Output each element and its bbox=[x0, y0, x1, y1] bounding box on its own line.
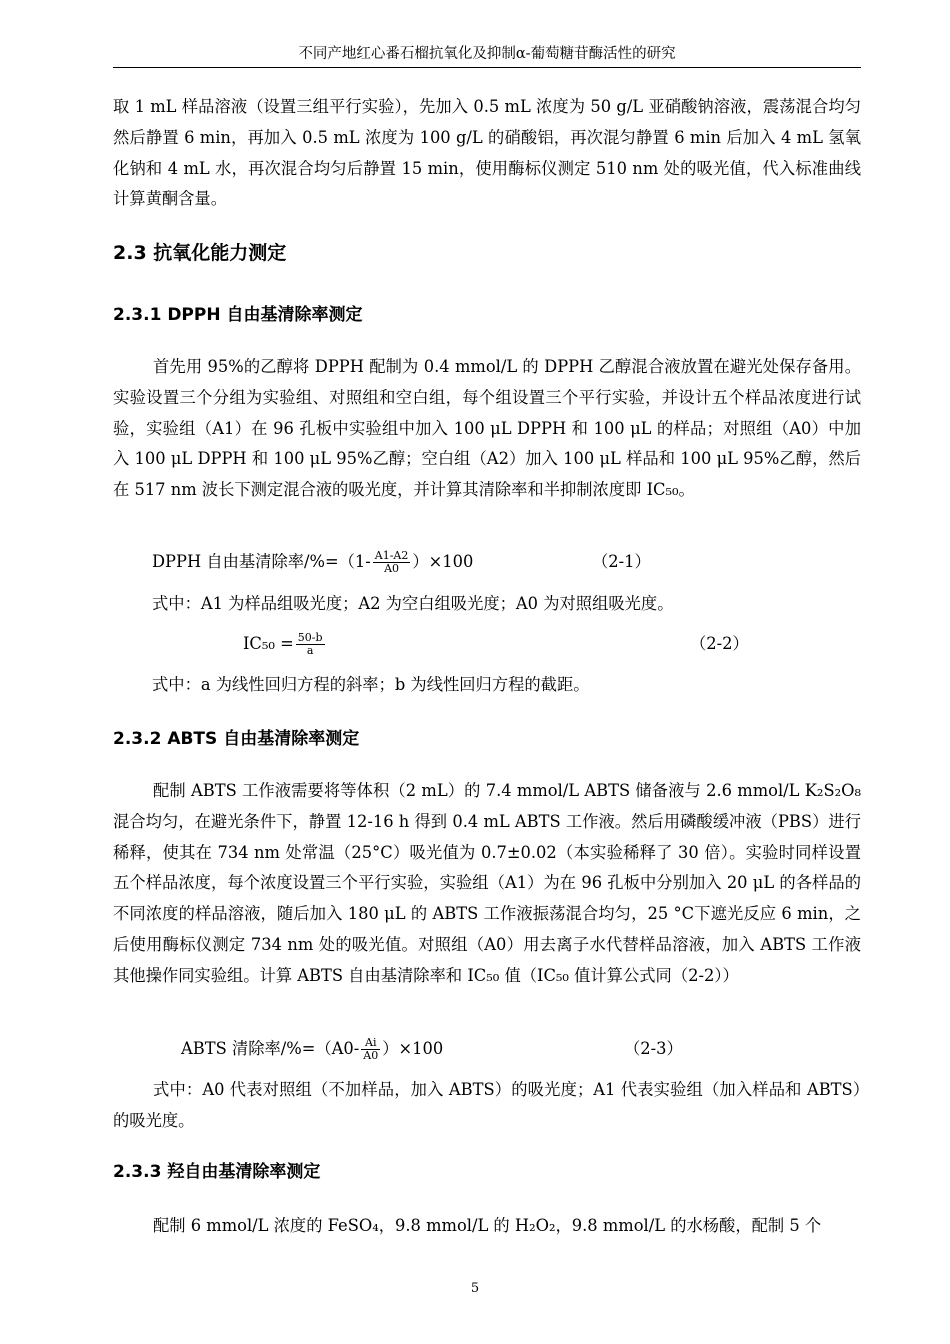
paragraph-abts: 配制 ABTS 工作液需要将等体积（2 mL）的 7.4 mmol/L ABTS 储备液与 2.6 mmol/L K₂S₂O₈ 混合均匀，在避光条件下，静置 12-16 h 得到 0.4 mL ABTS 工作液。然后用磷酸缓冲液（PBS）进行稀释，使其在 734 nm 处常温（25°C）吸光值为 0.7±0.02（本实验稀释了 30 倍）。实验时同样设置五个样品浓度，每个浓度设置三个平行实验，实验组（A1）为在 96 孔板中分别加入 20 μL 的各样品的不同浓度的样品溶液，随后加入 180 μL 的 ABTS 工作液振荡混合均匀，25 °C下遮光反应 6 min，之后使用酶标仪测定 734 nm 处的吸光值。对照组（A0）用去离子水代替样品溶液，加入 ABTS 工作液其他操作同实验组。计算 ABTS 自由基清除率和 IC₅₀ 值（IC₅₀ 值计算公式同（2-2）） bbox=[113, 781, 861, 985]
section-heading-2-3-2: 2.3.2 ABTS 自由基清除率测定 bbox=[113, 729, 360, 749]
page-number: 5 bbox=[470, 1281, 480, 1296]
equation-2-1-rhs: ）×100 bbox=[412, 552, 474, 571]
equation-2-1-lhs: DPPH 自由基清除率/%=（1- bbox=[152, 552, 371, 571]
equation-2-3 bbox=[181, 1037, 443, 1062]
equation-2-3-rhs: ）×100 bbox=[382, 1039, 444, 1058]
header-rule bbox=[113, 67, 861, 68]
equation-2-1-numerator: A1-A2 bbox=[374, 549, 409, 562]
equation-2-3-number: （2-3） bbox=[624, 1039, 683, 1058]
equation-2-3-fraction bbox=[361, 1037, 380, 1062]
equation-2-2-note: 式中：a 为线性回归方程的斜率；b 为线性回归方程的截距。 bbox=[152, 675, 590, 694]
equation-2-3-lhs: ABTS 清除率/%=（A0- bbox=[181, 1039, 360, 1058]
equation-2-1-number: （2-1） bbox=[592, 552, 651, 571]
equation-2-1-fraction bbox=[373, 550, 411, 575]
paragraph-hydroxyl: 配制 6 mmol/L 浓度的 FeSO₄，9.8 mmol/L 的 H₂O₂，9.8 mmol/L 的水杨酸，配制 5 个 bbox=[153, 1216, 822, 1235]
equation-2-3-denominator: A0 bbox=[363, 1049, 379, 1062]
equation-2-2-numerator: 50-b bbox=[297, 631, 323, 644]
equation-2-1-denominator: A0 bbox=[384, 562, 400, 575]
equation-2-1-note: 式中：A1 为样品组吸光度；A2 为空白组吸光度；A0 为对照组吸光度。 bbox=[152, 594, 674, 613]
equation-2-2-number: （2-2） bbox=[690, 634, 749, 653]
paragraph-dpph: 首先用 95%的乙醇将 DPPH 配制为 0.4 mmol/L 的 DPPH 乙醇混合液放置在避光处保存备用。实验设置三个分组为实验组、对照组和空白组，每个组设置三个平行实验，并设计五个样品浓度进行试验，实验组（A1）在 96 孔板中实验组中加入 100 μL DPPH 和 100 μL 的样品；对照组（A0）中加入 100 μL DPPH 和 100 μL 95%乙醇；空白组（A2）加入 100 μL 样品和 100 μL 95%乙醇，然后在 517 nm 波长下测定混合液的吸光度，并计算其清除率和半抑制浓度即 IC₅₀。 bbox=[113, 357, 861, 500]
equation-2-3-numerator: Ai bbox=[361, 1037, 380, 1050]
section-heading-2-3-3: 2.3.3 羟自由基清除率测定 bbox=[113, 1162, 321, 1182]
section-heading-2-3-1: 2.3.1 DPPH 自由基清除率测定 bbox=[113, 305, 363, 325]
equation-2-2-lhs: IC₅₀ = bbox=[243, 634, 294, 653]
equation-2-1 bbox=[152, 550, 473, 575]
paragraph-flavonoid-method: 取 1 mL 样品溶液（设置三组平行实验），先加入 0.5 mL 浓度为 50 g/L 亚硝酸钠溶液，震荡混合均匀然后静置 6 min，再加入 0.5 mL 浓度为 100 g/L 的硝酸铝，再次混匀静置 6 min 后加入 4 mL 氢氧化钠和 4 mL 水，再次混合均匀后静置 15 min，使用酶标仪测定 510 nm 处的吸光值，代入标准曲线计算黄酮含量。 bbox=[113, 97, 861, 209]
equation-2-2 bbox=[243, 632, 327, 657]
equation-2-2-denominator: a bbox=[306, 644, 314, 657]
equation-2-3-note: 式中：A0 代表对照组（不加样品，加入 ABTS）的吸光度；A1 代表实验组（加入样品和 ABTS）的吸光度。 bbox=[113, 1080, 861, 1130]
section-heading-2-3: 2.3 抗氧化能力测定 bbox=[113, 242, 287, 264]
equation-2-2-fraction bbox=[296, 632, 325, 657]
running-header: 不同产地红心番石榴抗氧化及抑制α-葡萄糖苷酶活性的研究 bbox=[298, 46, 676, 62]
